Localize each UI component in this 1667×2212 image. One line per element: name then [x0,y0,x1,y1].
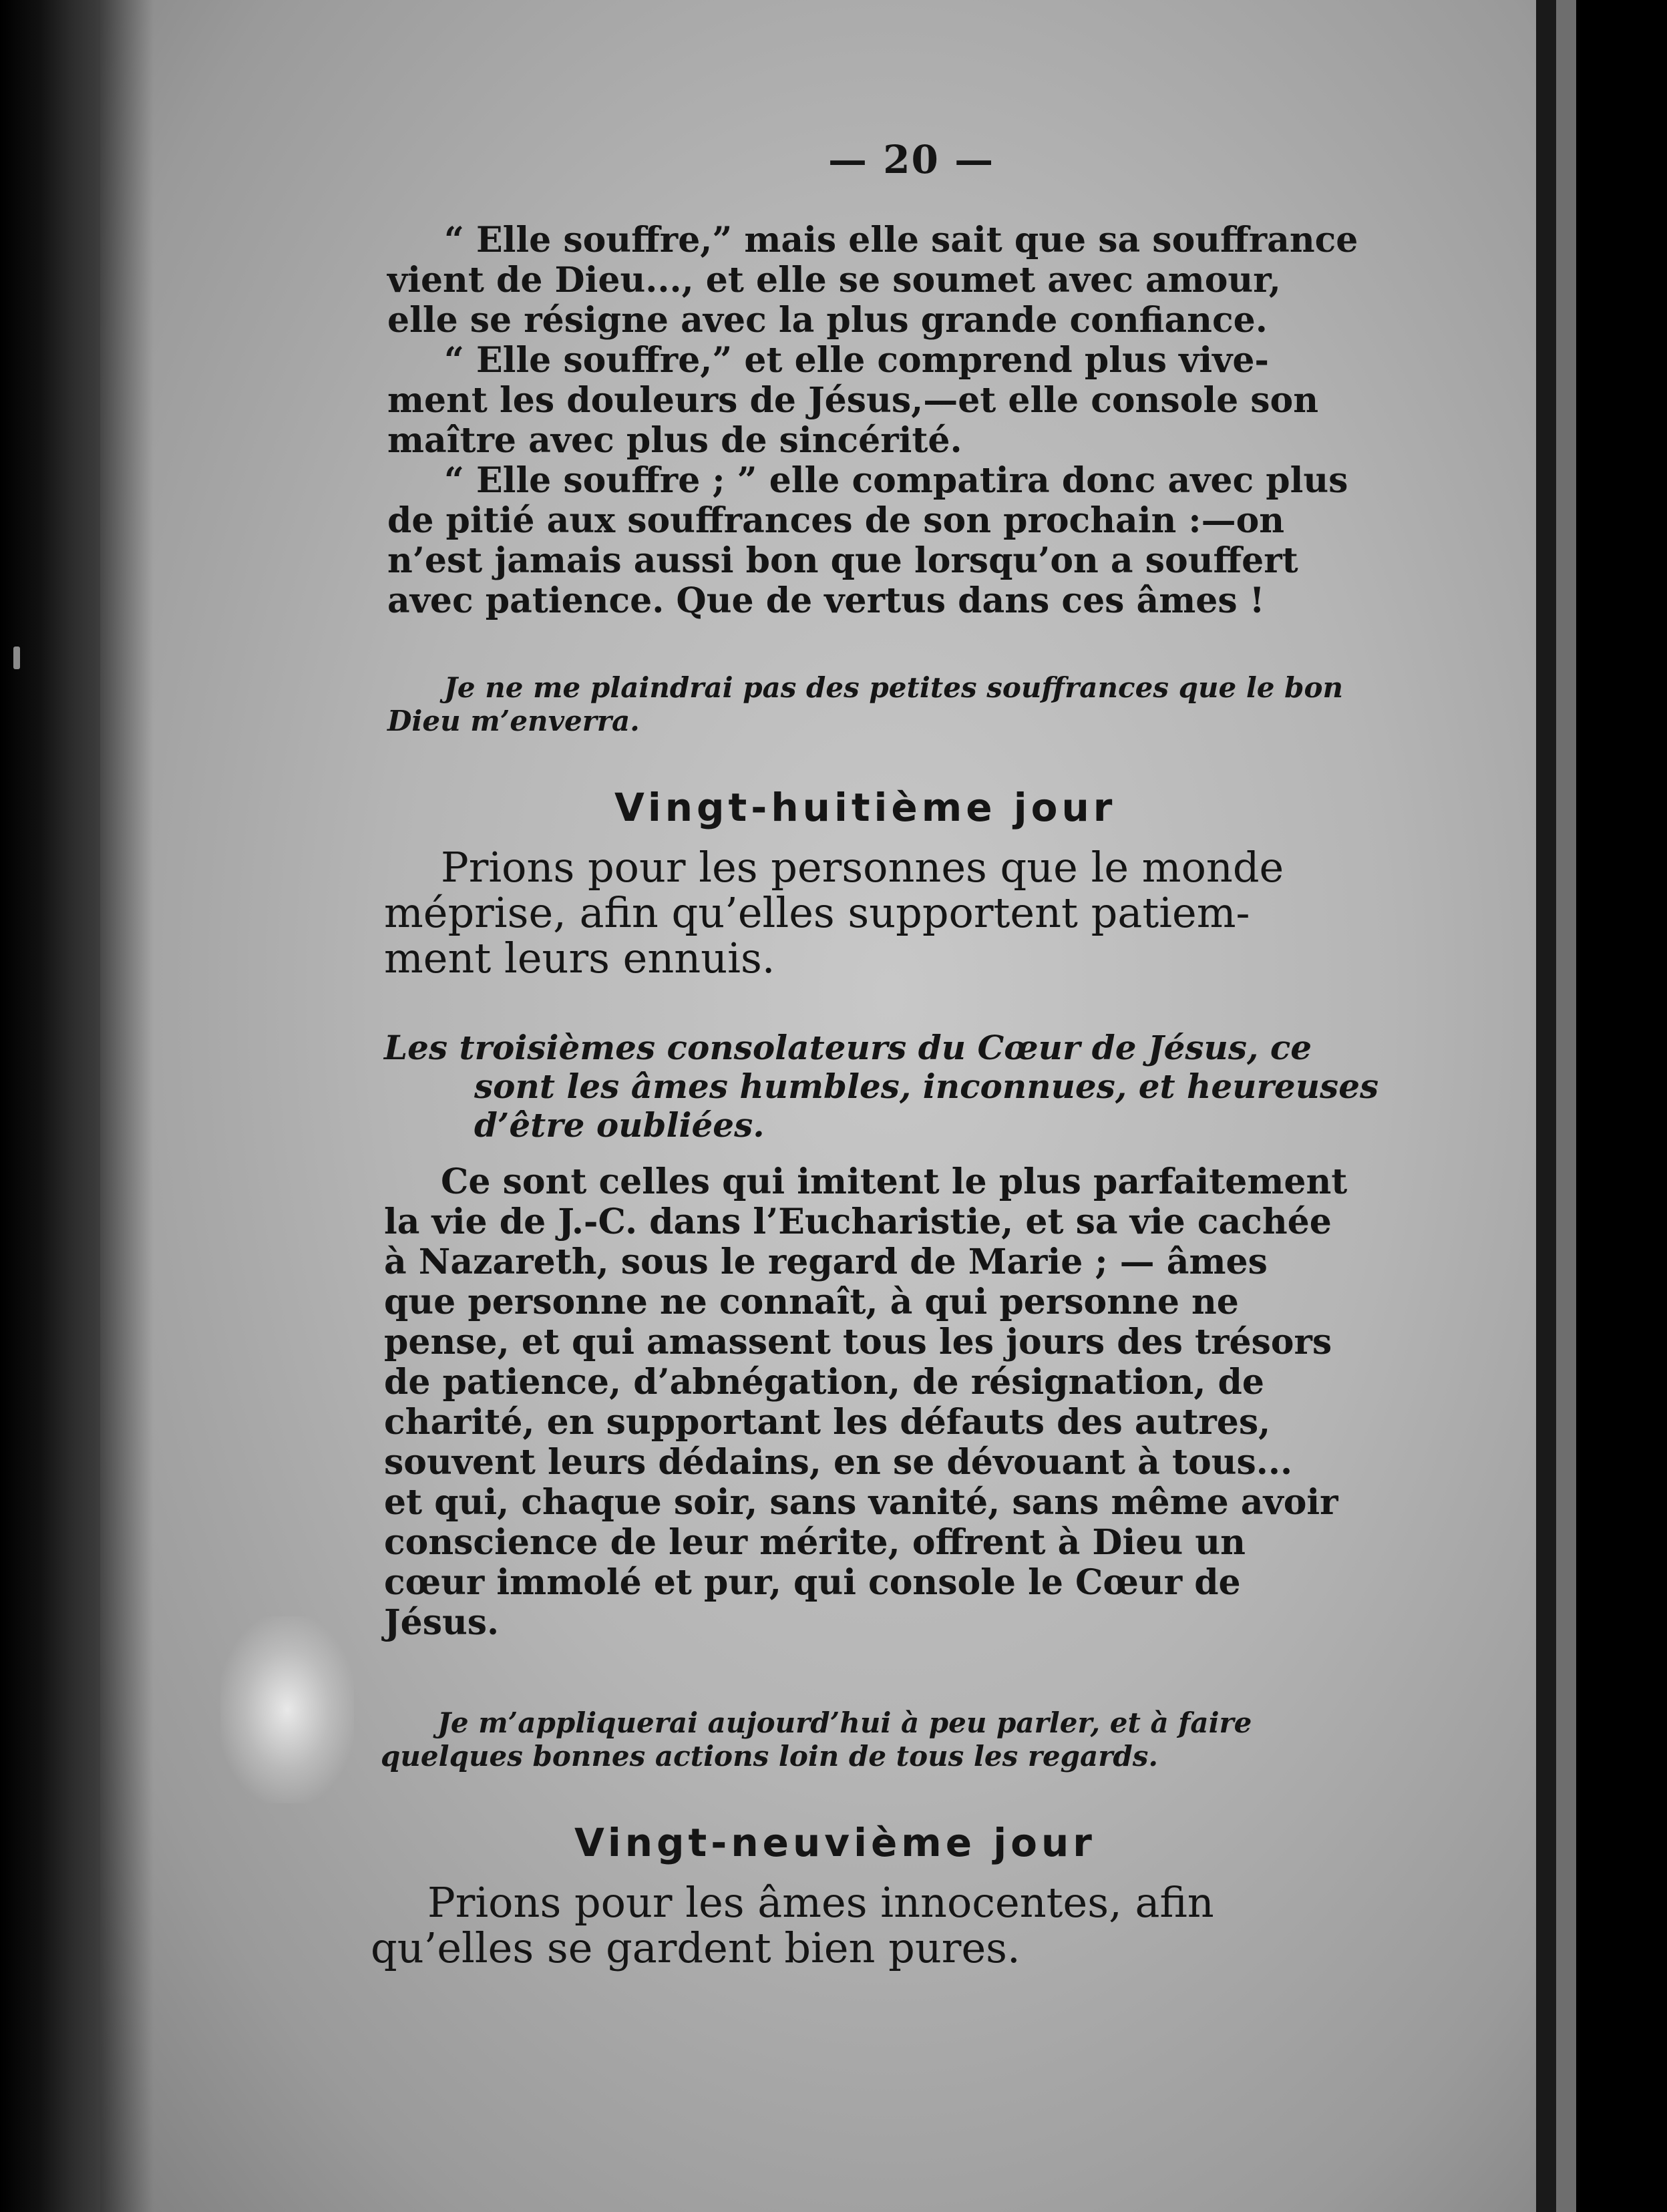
text-line: pense, et qui amassent tous les jours des trésors [384,1322,1332,1362]
gutter-shadow [100,0,154,2212]
day-29-heading: Vingt-neuvième jour [574,1820,1096,1865]
text-line: cœur immolé et pur, qui console le Cœur de [384,1562,1241,1603]
day-28-heading: Vingt-huitième jour [614,785,1117,830]
text-line: à Nazareth, sous le regard de Marie ; — âmes [384,1242,1268,1282]
text-line: la vie de J.-C. dans l’Eucharistie, et sa vie cachée [384,1202,1332,1242]
day-28-prayer [384,845,1284,981]
margin-mark [13,647,20,669]
text-line: qu’elles se gardent bien pures. [371,1923,1021,1972]
day-29-prayer [371,1880,1214,1971]
right-background [1576,0,1667,2212]
text-line: sont les âmes humbles, inconnues, et heureuses [474,1067,1379,1106]
page-number: — 20 — [828,137,995,182]
text-line: charité, en supportant les défauts des autres, [384,1402,1271,1443]
right-page-strip [1556,0,1576,2212]
text-line: vient de Dieu..., et elle se soumet avec amour, [387,260,1281,301]
text-line: Je ne me plaindrai pas des petites souffrances que le bon [444,671,1344,704]
text-line: elle se résigne avec la plus grande confiance. [387,300,1268,341]
text-line: que personne ne connaît, à qui personne ne [384,1282,1239,1322]
text-line: d’être oubliées. [474,1105,765,1145]
text-line: Les troisièmes consolateurs du Cœur de Jésus, ce [384,1028,1312,1067]
text-line: maître avec plus de sincérité. [387,420,962,461]
text-line: Prions pour les âmes innocentes, afin [427,1878,1214,1927]
text-line: quelques bonnes actions loin de tous les regards. [381,1740,1159,1773]
text-line: Dieu m’enverra. [387,705,640,737]
text-line: méprise, afin qu’elles supportent patiem- [384,888,1250,937]
text-line: ment les douleurs de Jésus,—et elle console son [387,380,1319,421]
text-line: ment leurs ennuis. [384,934,775,982]
resolution-note [387,671,1343,738]
right-page-edge [1536,0,1556,2212]
text-line: “ Elle souffre ; ” elle compatira donc avec plus [444,460,1348,501]
paper-stain [220,1616,354,1803]
text-line: n’est jamais aussi bon que lorsqu’on a souffert [387,540,1298,581]
text-line: conscience de leur mérite, offrent à Dieu un [384,1522,1246,1563]
text-line: Je m’appliquerai aujourd’hui à peu parler, et à faire [437,1706,1252,1739]
text-line: “ Elle souffre,” et elle comprend plus vive- [444,340,1269,381]
text-line: “ Elle souffre,” mais elle sait que sa souffrance [444,220,1358,260]
continued-paragraphs [387,220,1403,621]
day-28-italic-intro [384,1029,1378,1145]
text-line: et qui, chaque soir, sans vanité, sans même avoir [384,1482,1338,1523]
text-line: de patience, d’abnégation, de résignation, de [384,1362,1264,1403]
text-line: Jésus. [384,1602,500,1643]
text-line: Prions pour les personnes que le monde [441,843,1284,892]
left-page-edge [0,0,100,2212]
day-28-resolution [381,1706,1252,1773]
text-line: souvent leurs dédains, en se dévouant à tous... [384,1442,1293,1483]
text-line: Ce sont celles qui imitent le plus parfaitement [441,1161,1348,1202]
day-28-body [384,1162,1399,1643]
text-line: de pitié aux souffrances de son prochain :—on [387,500,1285,541]
text-line: avec patience. Que de vertus dans ces âmes ! [387,580,1265,621]
